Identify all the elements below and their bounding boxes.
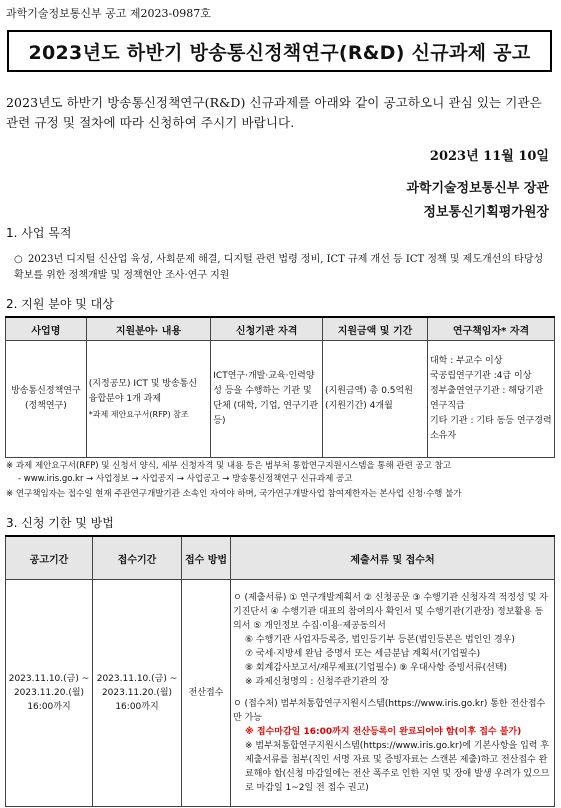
receipt-info: ㅇ (접수처) 범부처통합연구지원시스템(https://www.iris.go.kr) 통한 전산접수만 가능: [233, 699, 546, 723]
issuer-agency: 정보통신기획평가원장: [423, 205, 549, 220]
table-header-row: [6, 317, 555, 341]
intro-text: 2023년도 하반기 방송통신정책연구(R&D) 신규과제를 아래와 같이 공고하오니 관심 있는 기관은 관련 규정 및 절차에 따라 신청하여 주시기 바랍니다.: [6, 95, 542, 130]
receipt-note: ※ 범부처통합연구지원시스템(https://www.iris.go.kr)에 기본사항을 입력 후 제출서류를 첨부(직인 서명 자료 및 증빙자료는 스캔본 제출)하고 전산접수 완료해야 함(신청 마감일에는 전산 폭주로 인한 지연 및 장애 발생 우려가 있으므로 마감일 1~2일 전 접수 권고): [245, 741, 550, 793]
purpose-item: [14, 252, 549, 284]
table-header: 사업명: [6, 317, 87, 341]
table-header: 지원분야· 내용: [86, 317, 211, 341]
pi-item: 대학 : 부교수 이상: [429, 356, 503, 366]
purpose-text: 2023년 디지털 신산업 육성, 사회문제 해결, 디지털 관련 법령 정비, ICT 규제 개선 등 ICT 정책 및 제도개선의 타당성 확보를 위한 정책개발 및 정책현안 조사·연구 지원: [14, 254, 544, 281]
table-header: 연구책임자* 자격: [427, 317, 554, 341]
notice-period-cell: 2023.11.10.(금) ~ 2023.11.20.(월) 16:00까지: [6, 580, 93, 807]
apply-table: [5, 535, 555, 807]
eligibility-cell: ICT연구·개발·교육·인력양성 등을 수행하는 기관 및 단체 (대학, 기업, 연구기관 등): [211, 341, 323, 458]
pi-item: 정부출연연구기관 : 해당기관 연구직급: [429, 386, 544, 411]
support-table: [5, 316, 555, 458]
table-header: 제출서류 및 접수처: [231, 536, 555, 580]
period-value: (지원기간) 4개월: [325, 401, 393, 411]
table-header-row: [6, 536, 555, 580]
docs-list: ⑥ 수행기관 사업자등록증, 법인등기부 등본(법인등본은 법인인 경우): [245, 635, 515, 645]
table-header: 공고기간: [6, 536, 93, 580]
program-cell: 방송통신정책연구 (정책연구): [6, 341, 87, 458]
bullet-icon: ○: [14, 254, 23, 265]
section-heading-purpose: 1. 사업 목적: [6, 226, 72, 240]
table-row: [6, 341, 555, 458]
table-header: 신청기관 자격: [211, 317, 323, 341]
documents-cell: [231, 580, 555, 807]
note-pi: ※ 연구책임자는 접수일 현재 주관연구개발기관 소속인 자여야 하며, 국가연구개발사업 참여제한자는 본사업 신청·수행 불가: [6, 489, 462, 499]
section-heading-support: 2. 지원 분야 및 대상: [6, 297, 114, 311]
receipt-period-cell: 2023.11.10.(금) ~ 2023.11.20.(월) 16:00까지: [93, 580, 182, 807]
docs-list: ⑦ 국세·지방세 완납 증명서 또는 세금분납 계획서(기업필수): [245, 649, 481, 659]
note-iris-path: - www.iris.go.kr → 사업정보 → 사업공지 → 사업공고 → 방송통신정책연구 신규과제 공고: [18, 474, 353, 484]
pi-item: 국공립연구기관 :4급 이상: [429, 371, 532, 381]
field-main: (지정공모) ICT 및 방송통신 융합분야 1개 과제: [88, 378, 198, 404]
section-heading-apply: 3. 신청 기한 및 방법: [6, 516, 114, 530]
method-cell: 전산접수: [182, 580, 231, 807]
issuer-ministry: 과학기술정보통신부 장관: [406, 181, 549, 196]
amount-value: (지원금액) 총 0.5억원: [325, 386, 413, 396]
table-header: 접수 방법: [182, 536, 231, 580]
docs-list: ⑧ 회계감사보고서/재무제표(기업필수) ⑨ 우대사항 증빙서류(선택): [245, 663, 508, 673]
field-cell: [86, 341, 211, 458]
table-header: 지원금액 및 기간: [323, 317, 428, 341]
amount-cell: [323, 341, 428, 458]
table-row: [6, 580, 555, 807]
notice-date: 2023년 11월 10일: [429, 149, 549, 164]
deadline-warning: ※ 접수마감일 16:00까지 전산등록이 완료되어야 함(이후 접수 불가): [245, 727, 522, 737]
note-rfp: ※ 과제 제안요구서(RFP) 및 신청서 양식, 세부 신청자격 및 내용 등은 범부처 통합연구지원시스템을 통해 관련 공고 참고: [6, 461, 452, 471]
field-sub: *과제 제안요구서(RFP) 참조: [88, 409, 189, 419]
pi-cell: [427, 341, 554, 458]
table-header: 접수기간: [93, 536, 182, 580]
notice-number: 과학기술정보통신부 공고 제2023-0987호: [6, 7, 211, 20]
page-title: 2023년도 하반기 방송통신정책연구(R&D) 신규과제 공고: [28, 41, 531, 64]
docs-list: ㅇ (제출서류) ① 연구개발계획서 ② 신청공문 ③ 수행기관 신청자격 적정성 및 자기진단서 ④ 수행기관 대표의 참여의사 확인서 및 수행기관(기관장) 정보활용 동의서 ⑤ 개인정보 수집·이용·제공동의서: [233, 593, 548, 631]
docs-note: ※ 과제신청명의 : 신청주관기관의 장: [245, 677, 389, 687]
title-box: [7, 30, 552, 72]
pi-item: 기타 기관 : 기타 동등 연구경력 소유자: [429, 416, 552, 441]
